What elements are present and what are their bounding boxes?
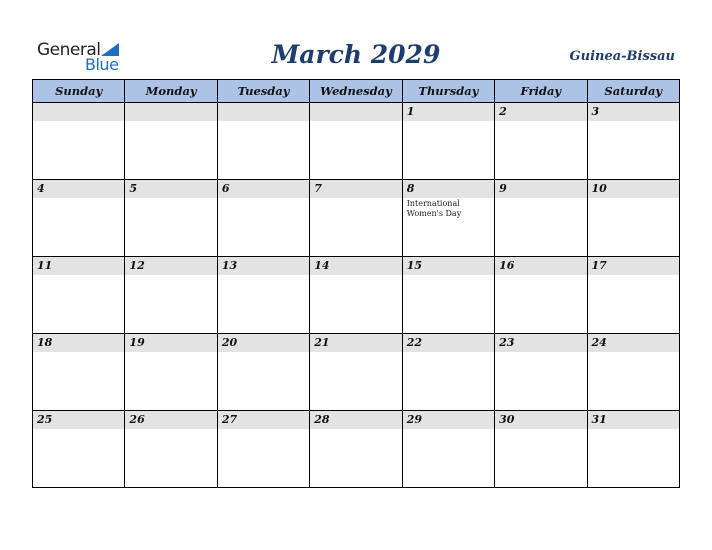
day-cell [33, 334, 125, 411]
calendar-grid [32, 79, 680, 488]
day-cell [495, 180, 587, 257]
day-cell [125, 334, 217, 411]
day-cell [587, 103, 679, 180]
day-cell [310, 411, 402, 488]
weekday-header-wednesday: Wednesday [310, 80, 402, 103]
day-cell [587, 180, 679, 257]
day-number: 25 [33, 411, 124, 429]
day-cell [402, 103, 494, 180]
day-cell [33, 180, 125, 257]
day-cell [125, 180, 217, 257]
day-number: 28 [310, 411, 401, 429]
day-cell [310, 257, 402, 334]
day-cell [217, 411, 309, 488]
holiday-label: International Women's Day [406, 199, 462, 218]
day-number: 30 [495, 411, 586, 429]
day-cell [217, 180, 309, 257]
day-number: 22 [403, 334, 494, 352]
weekday-header-row [33, 80, 680, 103]
weekday-header-saturday: Saturday [587, 80, 679, 103]
weekday-header-tuesday: Tuesday [217, 80, 309, 103]
day-number: 23 [495, 334, 586, 352]
day-number: 8 [403, 180, 494, 198]
day-number: 3 [588, 103, 679, 121]
day-number: 31 [588, 411, 679, 429]
day-number: 12 [125, 257, 216, 275]
country-name: Guinea-Bissau [569, 49, 675, 64]
week-row [33, 180, 680, 257]
day-cell [402, 411, 494, 488]
page-title: March 2029 [271, 40, 441, 69]
day-cell [125, 103, 217, 180]
day-cell [217, 334, 309, 411]
week-row [33, 411, 680, 488]
day-number: 18 [33, 334, 124, 352]
day-cell [402, 257, 494, 334]
week-row [33, 334, 680, 411]
day-number: 17 [588, 257, 679, 275]
day-number: 4 [33, 180, 124, 198]
day-cell [33, 257, 125, 334]
day-number: 14 [310, 257, 401, 275]
weekday-header-thursday: Thursday [402, 80, 494, 103]
day-number: 27 [218, 411, 309, 429]
day-cell [495, 411, 587, 488]
day-cell [310, 103, 402, 180]
day-cell [217, 103, 309, 180]
day-number [310, 103, 401, 121]
day-number: 9 [495, 180, 586, 198]
day-number: 20 [218, 334, 309, 352]
day-number: 24 [588, 334, 679, 352]
day-number: 1 [403, 103, 494, 121]
day-number: 19 [125, 334, 216, 352]
day-cell [402, 334, 494, 411]
day-cell [402, 180, 494, 257]
day-cell [495, 257, 587, 334]
weekday-header-monday: Monday [125, 80, 217, 103]
day-cell [495, 103, 587, 180]
day-number [33, 103, 124, 121]
day-number: 26 [125, 411, 216, 429]
day-cell [495, 334, 587, 411]
day-cell [33, 103, 125, 180]
day-cell [217, 257, 309, 334]
day-number: 7 [310, 180, 401, 198]
day-number: 5 [125, 180, 216, 198]
day-number [218, 103, 309, 121]
day-number: 15 [403, 257, 494, 275]
day-number: 2 [495, 103, 586, 121]
day-cell [310, 180, 402, 257]
day-number: 21 [310, 334, 401, 352]
day-cell [587, 257, 679, 334]
day-cell [125, 257, 217, 334]
calendar-body [33, 103, 680, 488]
weekday-header-sunday: Sunday [33, 80, 125, 103]
day-number: 10 [588, 180, 679, 198]
day-cell [310, 334, 402, 411]
day-number [125, 103, 216, 121]
day-cell [33, 411, 125, 488]
day-cell [587, 334, 679, 411]
day-number: 29 [403, 411, 494, 429]
day-cell [587, 411, 679, 488]
logo-word-blue: Blue [85, 55, 119, 74]
day-number: 13 [218, 257, 309, 275]
day-cell [125, 411, 217, 488]
week-row [33, 257, 680, 334]
day-number: 6 [218, 180, 309, 198]
weekday-header-friday: Friday [495, 80, 587, 103]
day-number: 11 [33, 257, 124, 275]
day-number: 16 [495, 257, 586, 275]
logo-word-general: General [37, 40, 101, 60]
week-row [33, 103, 680, 180]
